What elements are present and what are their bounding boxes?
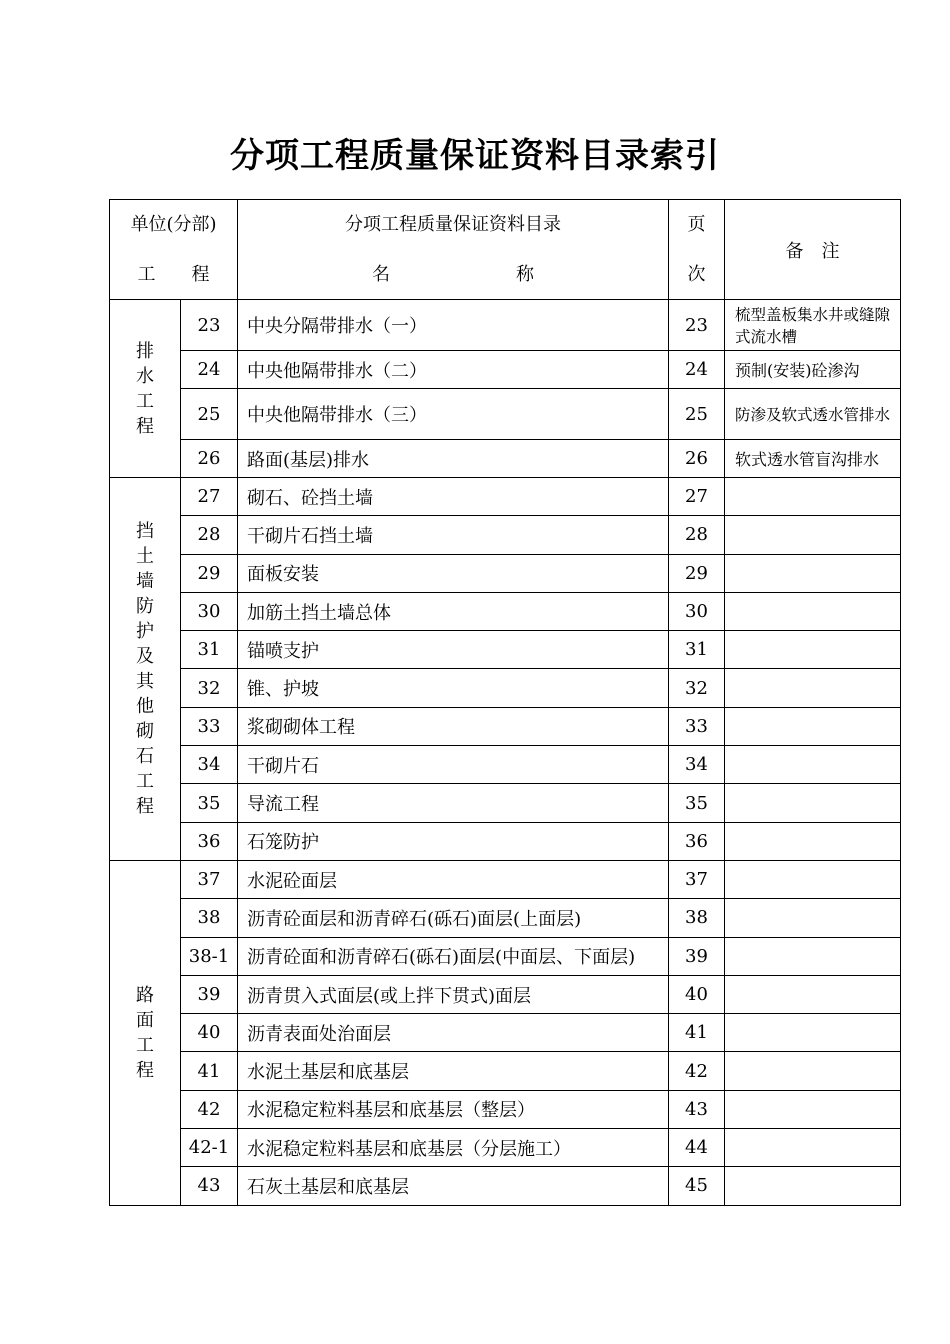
unit-cell	[110, 478, 181, 861]
remark-text: 防渗及软式透水管排水	[735, 406, 891, 424]
page-number: 34	[669, 746, 725, 784]
remark: 软式透水管盲沟排水	[725, 440, 901, 478]
item-name: 水泥稳定粒料基层和底基层（分层施工）	[238, 1129, 669, 1167]
item-number: 33	[181, 707, 238, 745]
table-row	[110, 707, 901, 745]
item-name: 中央他隔带排水（二）	[238, 351, 669, 389]
page-number: 40	[669, 975, 725, 1013]
index-table	[109, 199, 901, 1206]
unit-cell	[110, 860, 181, 1205]
item-number: 28	[181, 516, 238, 554]
remark	[725, 300, 901, 351]
header-directory-line2: 名 称	[372, 263, 534, 285]
item-number: 27	[181, 478, 238, 516]
header-note: 备 注	[725, 200, 901, 300]
item-number: 29	[181, 554, 238, 592]
header-unit-line1: 单位(分部)	[130, 213, 217, 235]
page-number: 38	[669, 899, 725, 937]
item-number: 32	[181, 669, 238, 707]
table-row	[110, 1090, 901, 1128]
header-directory	[238, 200, 669, 300]
page-number: 28	[669, 516, 725, 554]
page-number: 30	[669, 592, 725, 630]
item-number: 36	[181, 822, 238, 860]
table-row	[110, 746, 901, 784]
item-number: 25	[181, 389, 238, 440]
table-row	[110, 1052, 901, 1090]
item-name: 加筋土挡土墙总体	[238, 592, 669, 630]
table-row	[110, 440, 901, 478]
item-name: 锚喷支护	[238, 631, 669, 669]
page-number: 27	[669, 478, 725, 516]
item-name: 导流工程	[238, 784, 669, 822]
item-number: 42-1	[181, 1129, 238, 1167]
page-number: 25	[669, 389, 725, 440]
remark	[725, 937, 901, 975]
item-name: 中央分隔带排水（一）	[238, 300, 669, 351]
remark	[725, 478, 901, 516]
item-number: 34	[181, 746, 238, 784]
remark	[725, 1129, 901, 1167]
item-number: 38-1	[181, 937, 238, 975]
header-directory-line1: 分项工程质量保证资料目录	[345, 213, 561, 235]
item-name: 浆砌砌体工程	[238, 707, 669, 745]
table-row	[110, 300, 901, 351]
unit-label: 排水工程	[136, 340, 154, 437]
unit-label: 挡土墙防护及其他砌石工程	[136, 520, 154, 817]
remark	[725, 899, 901, 937]
table-row	[110, 389, 901, 440]
table-row	[110, 1129, 901, 1167]
item-number: 39	[181, 975, 238, 1013]
header-page	[669, 200, 725, 300]
table-row	[110, 592, 901, 630]
table-row	[110, 937, 901, 975]
page-number: 31	[669, 631, 725, 669]
page-number: 39	[669, 937, 725, 975]
item-name: 锥、护坡	[238, 669, 669, 707]
page-number: 45	[669, 1167, 725, 1205]
item-number: 37	[181, 860, 238, 898]
item-name: 沥青贯入式面层(或上拌下贯式)面层	[238, 975, 669, 1013]
table-row	[110, 860, 901, 898]
item-name: 沥青砼面层和沥青碎石(砾石)面层(上面层)	[238, 899, 669, 937]
remark	[725, 746, 901, 784]
table-row	[110, 478, 901, 516]
header-page-line1: 页	[687, 213, 706, 235]
page-number: 43	[669, 1090, 725, 1128]
unit-cell	[110, 300, 181, 478]
table-row	[110, 822, 901, 860]
remark	[725, 975, 901, 1013]
page-number: 41	[669, 1014, 725, 1052]
item-number: 26	[181, 440, 238, 478]
remark	[725, 669, 901, 707]
item-number: 23	[181, 300, 238, 351]
item-number: 40	[181, 1014, 238, 1052]
table-row	[110, 631, 901, 669]
table-row	[110, 975, 901, 1013]
item-name: 路面(基层)排水	[238, 440, 669, 478]
page-title: 分项工程质量保证资料目录索引	[230, 136, 720, 176]
table-row	[110, 516, 901, 554]
table-header-row	[110, 200, 901, 300]
header-page-line2: 次	[687, 263, 706, 285]
remark	[725, 1167, 901, 1205]
page-number: 36	[669, 822, 725, 860]
header-unit	[110, 200, 238, 300]
item-name: 干砌片石挡土墙	[238, 516, 669, 554]
item-name: 石笼防护	[238, 822, 669, 860]
item-name: 石灰土基层和底基层	[238, 1167, 669, 1205]
item-name: 干砌片石	[238, 746, 669, 784]
header-unit-line2: 工 程	[137, 263, 210, 285]
page-number: 32	[669, 669, 725, 707]
table-row	[110, 1014, 901, 1052]
remark-text: 梳型盖板集水井或缝隙式流水槽	[735, 306, 891, 346]
remark	[725, 554, 901, 592]
remark	[725, 707, 901, 745]
item-number: 30	[181, 592, 238, 630]
item-number: 24	[181, 351, 238, 389]
remark	[725, 822, 901, 860]
remark	[725, 784, 901, 822]
remark	[725, 1052, 901, 1090]
table-row	[110, 784, 901, 822]
item-number: 31	[181, 631, 238, 669]
remark	[725, 389, 901, 440]
remark	[725, 1014, 901, 1052]
page-number: 37	[669, 860, 725, 898]
table-row	[110, 351, 901, 389]
unit-label: 路面工程	[136, 984, 154, 1081]
remark	[725, 592, 901, 630]
item-name: 沥青砼面和沥青碎石(砾石)面层(中面层、下面层)	[238, 937, 669, 975]
item-name: 面板安装	[238, 554, 669, 592]
page-number: 26	[669, 440, 725, 478]
page-number: 44	[669, 1129, 725, 1167]
remark	[725, 1090, 901, 1128]
page-number: 23	[669, 300, 725, 351]
page-number: 33	[669, 707, 725, 745]
page-number: 29	[669, 554, 725, 592]
remark	[725, 860, 901, 898]
remark: 预制(安装)砼渗沟	[725, 351, 901, 389]
item-number: 42	[181, 1090, 238, 1128]
item-name: 水泥砼面层	[238, 860, 669, 898]
item-name: 水泥稳定粒料基层和底基层（整层）	[238, 1090, 669, 1128]
item-number: 38	[181, 899, 238, 937]
page-number: 24	[669, 351, 725, 389]
page-number: 35	[669, 784, 725, 822]
remark	[725, 516, 901, 554]
table-row	[110, 554, 901, 592]
item-number: 41	[181, 1052, 238, 1090]
item-number: 43	[181, 1167, 238, 1205]
table-row	[110, 669, 901, 707]
item-name: 沥青表面处治面层	[238, 1014, 669, 1052]
remark	[725, 631, 901, 669]
item-number: 35	[181, 784, 238, 822]
item-name: 水泥土基层和底基层	[238, 1052, 669, 1090]
item-name: 中央他隔带排水（三）	[238, 389, 669, 440]
table-row	[110, 1167, 901, 1205]
item-name: 砌石、砼挡土墙	[238, 478, 669, 516]
page-number: 42	[669, 1052, 725, 1090]
table-row	[110, 899, 901, 937]
